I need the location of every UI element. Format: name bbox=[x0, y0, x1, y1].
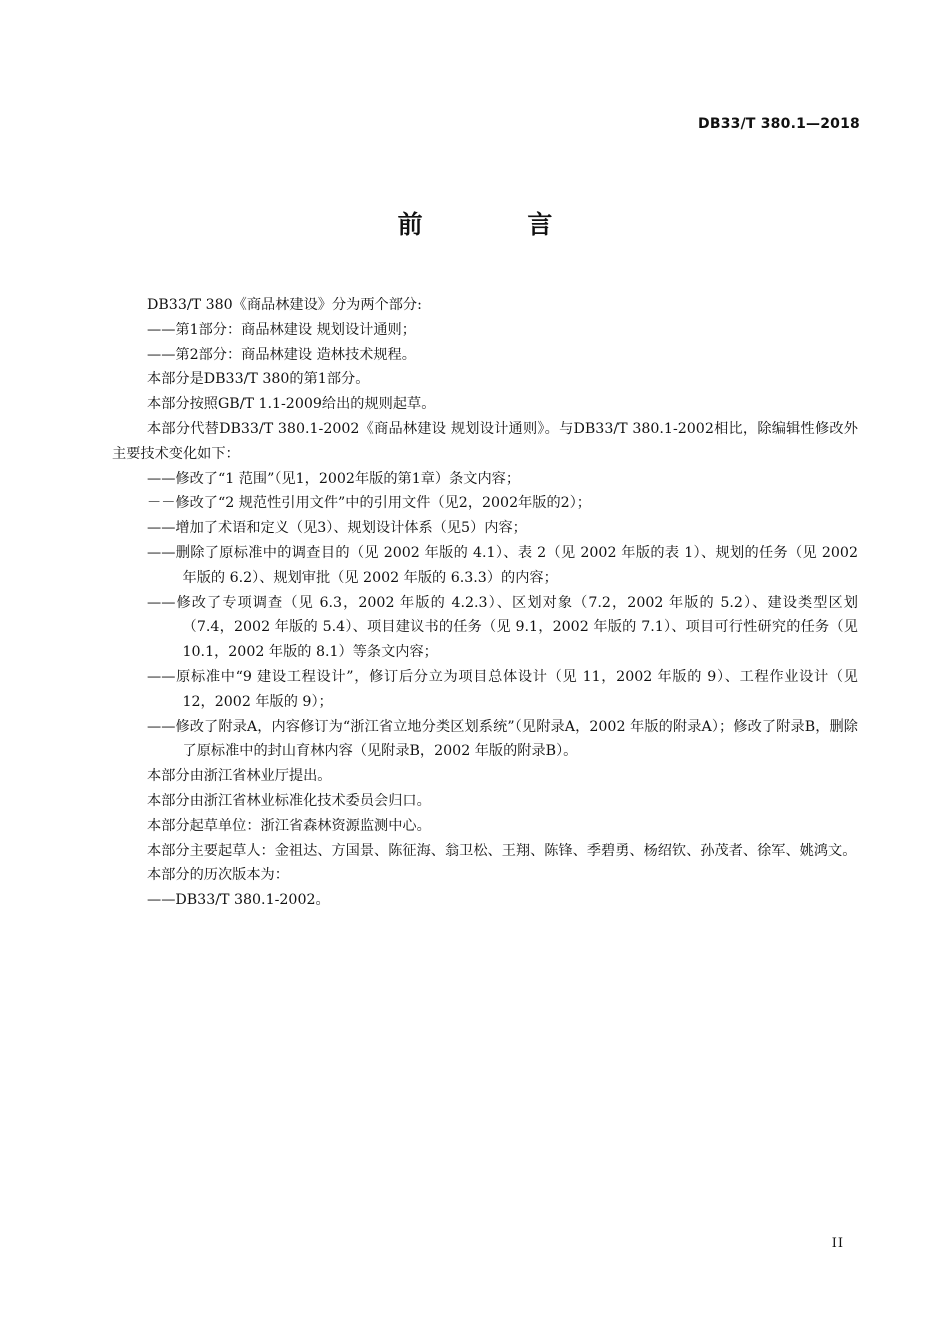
paragraph: 本部分主要起草人：金祖达、方国景、陈征海、翁卫松、王翔、陈锋、季碧勇、杨绍钦、孙茂者、徐军、姚鸿文。 bbox=[147, 842, 857, 859]
paragraph: 本部分起草单位：浙江省森林资源监测中心。 bbox=[147, 817, 431, 834]
paragraph: 本部分由浙江省林业标准化技术委员会归口。 bbox=[147, 792, 431, 809]
list-item: ——增加了术语和定义（见3）、规划设计体系（见5）内容； bbox=[147, 520, 527, 537]
paragraph: 本部分代替DB33/T 380.1-2002《商品林建设 规划设计通则》。与DB33/T 380.1-2002相比，除编辑性修改外主要技术变化如下： bbox=[112, 420, 858, 462]
list-item: ——修改了附录A，内容修订为“浙江省立地分类区划系统”（见附录A，2002 年版的附录A）；修改了附录B，删除了原标准中的封山育林内容（见附录B，2002 年版的附录B）。 bbox=[147, 718, 858, 760]
document-code: DB33/T 380.1—2018 bbox=[698, 116, 860, 132]
paragraph: 本部分按照GB/T 1.1-2009给出的规则起草。 bbox=[147, 396, 436, 413]
paragraph: 本部分的历次版本为： bbox=[147, 867, 289, 884]
list-item: ——第2部分：商品林建设 造林技术规程。 bbox=[147, 346, 416, 363]
list-item: ——原标准中“9 建设工程设计”，修订后分立为项目总体设计（见 11，2002 年版的 9）、工程作业设计（见 12，2002 年版的 9）； bbox=[147, 668, 858, 710]
list-item: ——删除了原标准中的调查目的（见 2002 年版的 4.1）、表 2（见 2002 年版的表 1）、规划的任务（见 2002 年版的 6.2）、规划审批（见 2002 年版的 6.3.3）的内容； bbox=[147, 544, 858, 586]
list-item: ——修改了专项调查（见 6.3，2002 年版的 4.2.3）、区划对象（7.2，2002 年版的 5.2）、建设类型区划（7.4，2002 年版的 5.4）、项目建议书的任务（见 9.1，2002 年版的 7.1）、项目可行性研究的任务（见 10.1，2002 年版的 8.1）等条文内容； bbox=[147, 594, 858, 661]
paragraph: 本部分是DB33/T 380的第1部分。 bbox=[147, 371, 370, 388]
foreword-body bbox=[112, 293, 858, 913]
list-item: ——第1部分：商品林建设 规划设计通则； bbox=[147, 321, 416, 338]
list-item: ——修改了“1 范围”（见1，2002年版的第1章）条文内容； bbox=[147, 470, 521, 487]
paragraph: 本部分由浙江省林业厅提出。 bbox=[147, 768, 332, 785]
page-title: 前 言 bbox=[397, 210, 601, 239]
paragraph: DB33/T 380《商品林建设》分为两个部分: bbox=[147, 297, 422, 313]
page-number: II bbox=[831, 1236, 844, 1251]
list-item: －－修改了“2 规范性引用文件”中的引用文件（见2，2002年版的2）； bbox=[147, 495, 591, 512]
list-item: ——DB33/T 380.1-2002。 bbox=[147, 892, 330, 909]
